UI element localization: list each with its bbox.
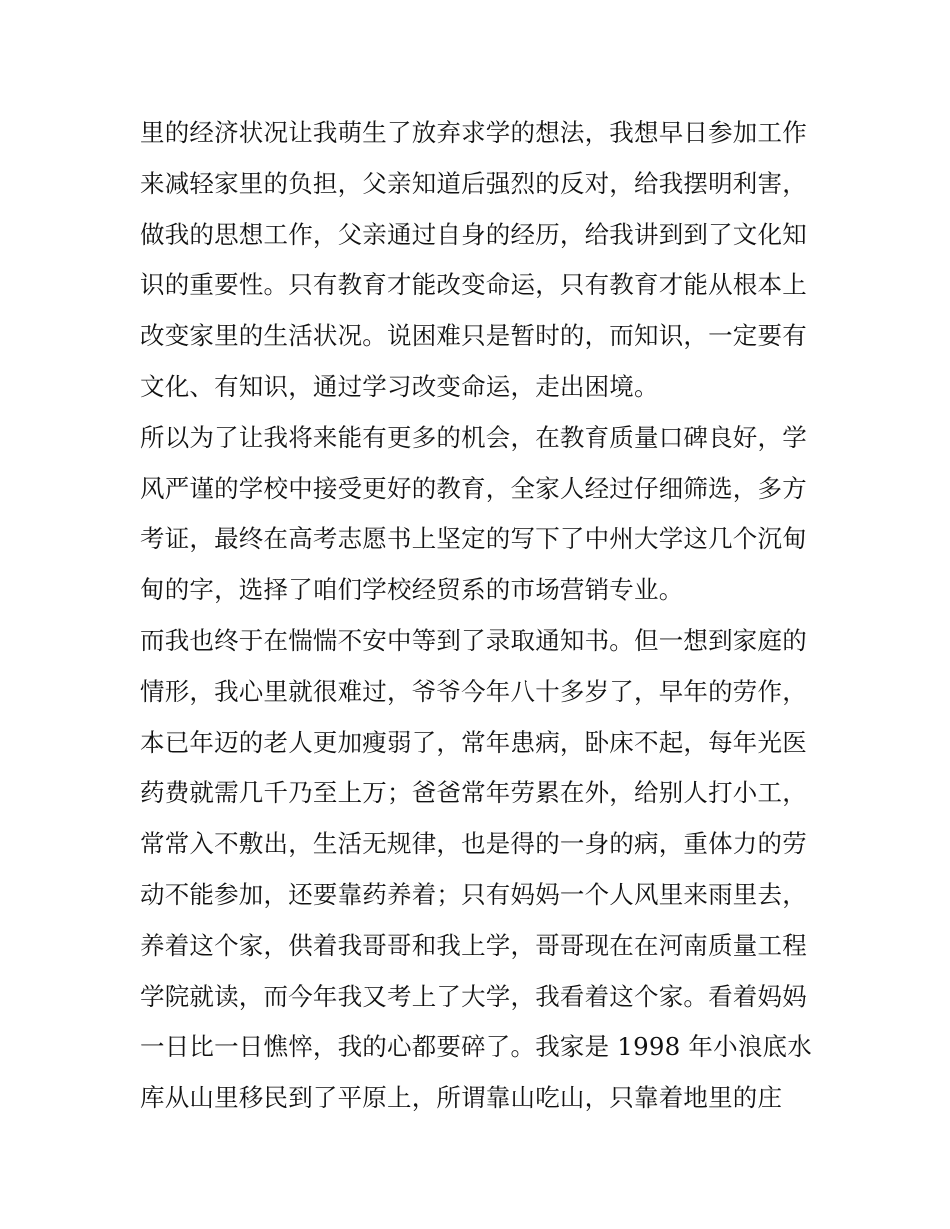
text-line: 药费就需几千乃至上万；爸爸常年劳累在外，给别人打小工， [140, 778, 807, 808]
text-line: 情形，我心里就很难过，爷爷今年八十多岁了，早年的劳作， [140, 676, 807, 706]
text-line: 做我的思想工作，父亲通过自身的经历，给我讲到到了文化知 [140, 219, 807, 249]
text-line: 本已年迈的老人更加瘦弱了，常年患病，卧床不起，每年光医 [140, 727, 807, 757]
text-line: 一日比一日憔悴，我的心都要碎了。我家是 1998 年小浪底水 [140, 1032, 812, 1062]
text-line: 里的经济状况让我萌生了放弃求学的想法，我想早日参加工作 [140, 118, 807, 147]
text-line: 来减轻家里的负担，父亲知道后强烈的反对，给我摆明利害， [140, 168, 807, 198]
document-body [140, 108, 820, 1124]
text-line: 养着这个家，供着我哥哥和我上学，哥哥现在在河南质量工程 [140, 930, 807, 960]
text-line: 常常入不敷出，生活无规律，也是得的一身的病，重体力的劳 [140, 829, 807, 859]
text-line: 改变家里的生活状况。说困难只是暂时的，而知识，一定要有 [140, 321, 807, 351]
text-line: 识的重要性。只有教育才能改变命运，只有教育才能从根本上 [140, 270, 807, 300]
text-line: 考证，最终在高考志愿书上坚定的写下了中州大学这几个沉甸 [140, 524, 807, 554]
text-line: 文化、有知识，通过学习改变命运，走出困境。 [140, 371, 659, 401]
text-line: 甸的字，选择了咱们学校经贸系的市场营销专业。 [140, 575, 684, 605]
text-line: 库从山里移民到了平原上，所谓靠山吃山，只靠着地里的庄 [140, 1083, 783, 1113]
text-line: 所以为了让我将来能有更多的机会，在教育质量口碑良好，学 [140, 422, 807, 452]
text-line: 动不能参加，还要靠药养着；只有妈妈一个人风里来雨里去， [140, 879, 807, 909]
text-line: 而我也终于在惴惴不安中等到了录取通知书。但一想到家庭的 [140, 625, 807, 655]
text-line: 学院就读，而今年我又考上了大学，我看着这个家。看着妈妈 [140, 981, 807, 1011]
text-line: 风严谨的学校中接受更好的教育，全家人经过仔细筛选，多方 [140, 473, 807, 503]
